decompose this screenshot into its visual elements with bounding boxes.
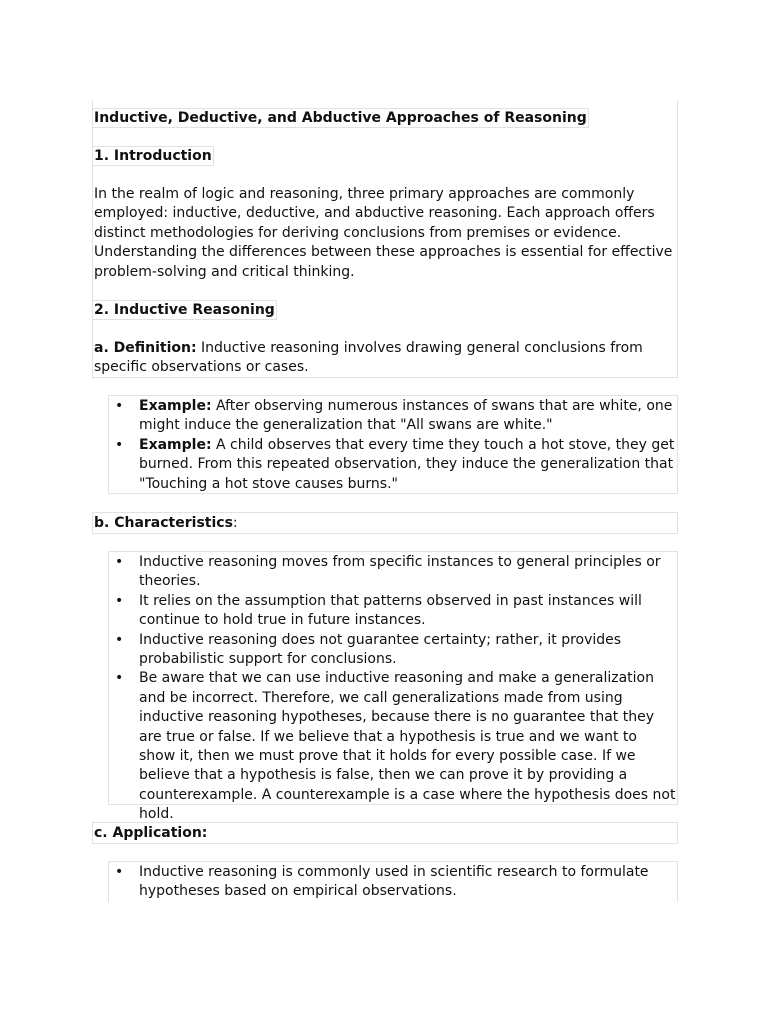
list-item: • Inductive reasoning moves from specific instances to general principles or theories. bbox=[139, 553, 676, 592]
definition-text: Inductive reasoning involves drawing general conclusions from specific observations or cases. bbox=[94, 340, 643, 376]
section-inductive-heading-row bbox=[94, 300, 277, 320]
characteristics-list bbox=[139, 553, 676, 825]
application-heading: c. Application: bbox=[94, 825, 208, 841]
list-item: • Inductive reasoning is commonly used in scientific research to formulate hypotheses based on empirical observations. bbox=[139, 863, 676, 902]
application-list bbox=[139, 863, 676, 902]
application-heading-row bbox=[94, 824, 207, 843]
characteristics-heading-row bbox=[94, 514, 238, 533]
introduction-paragraph: In the realm of logic and reasoning, three primary approaches are commonly employed: inductive, deductive, and abductive reasoning. Each approach offers distinct methodologies for deriving conclusions from premises or evidence. Understanding the differences between these approaches is essential for effective problem-solving and critical thinking. bbox=[94, 186, 673, 280]
list-item bbox=[139, 436, 676, 494]
example-text: A child observes that every time they touch a hot stove, they get burned. From this repeated observation, they induce the generalization that "Touching a hot stove causes burns." bbox=[139, 436, 675, 492]
characteristics-heading: b. Characteristics bbox=[94, 515, 233, 531]
definition-label: a. Definition: bbox=[94, 340, 197, 356]
section-inductive-heading: 2. Inductive Reasoning bbox=[94, 302, 275, 318]
section-introduction-heading-row bbox=[94, 146, 214, 166]
characteristics-heading-colon: : bbox=[232, 515, 238, 531]
list-item: • It relies on the assumption that patterns observed in past instances will continue to hold true in future instances. bbox=[139, 592, 676, 631]
example-label: Example: bbox=[139, 436, 212, 453]
examples-list bbox=[139, 397, 676, 494]
list-item: • Be aware that we can use inductive reasoning and make a generalization and be incorrect. Therefore, we call generalizations made from using inductive reasoning hypotheses, because there is no guarantee that they are true or false. If we believe that a hypothesis is true and we want to show it, then we must prove that it holds for every possible case. If we believe that a hypothesis is false, then we can prove it by providing a counterexample. A counterexample is a case where the hypothesis does not hold. bbox=[139, 669, 676, 824]
inductive-definition bbox=[94, 339, 678, 378]
list-item bbox=[139, 397, 676, 436]
section-introduction-heading: 1. Introduction bbox=[94, 148, 212, 164]
list-item: • Inductive reasoning does not guarantee certainty; rather, it provides probabilistic support for conclusions. bbox=[139, 631, 676, 670]
document-title: Inductive, Deductive, and Abductive Approaches of Reasoning bbox=[94, 110, 587, 126]
document-body bbox=[92, 100, 678, 902]
document-title-row bbox=[94, 108, 589, 128]
example-label: Example: bbox=[139, 398, 212, 414]
example-text: After observing numerous instances of swans that are white, one might induce the generalization that "All swans are white." bbox=[139, 398, 673, 434]
